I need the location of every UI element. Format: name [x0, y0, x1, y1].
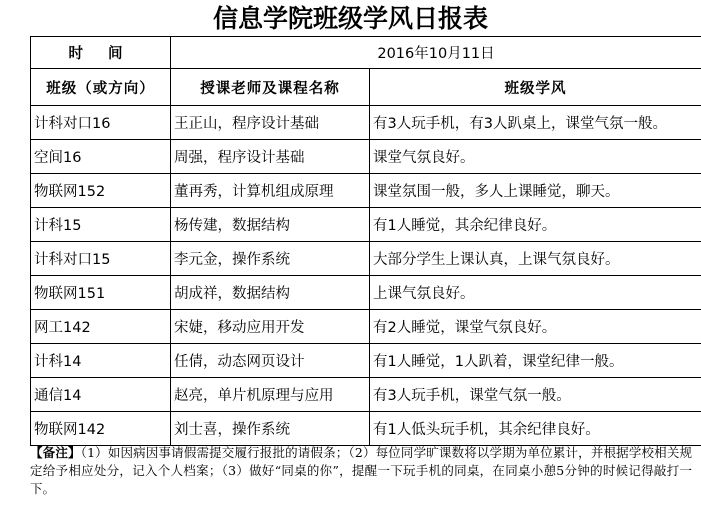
report-title: 信息学院班级学风日报表: [212, 4, 488, 33]
class-cell: 计科对口16: [31, 106, 171, 140]
teacher-course-cell: 宋婕，移动应用开发: [171, 310, 370, 344]
table-row: [31, 344, 701, 378]
class-cell: 计科15: [31, 208, 171, 242]
table-row: [31, 106, 701, 140]
header-row: [31, 69, 701, 106]
table-row: [31, 310, 701, 344]
class-cell: 通信14: [31, 378, 171, 412]
class-style-cell: 有1人低头玩手机，其余纪律良好。: [370, 412, 701, 446]
table-row: [31, 276, 701, 310]
class-style-cell: 有3人玩手机，有3人趴桌上，课堂气氛一般。: [370, 106, 701, 140]
teacher-course-cell: 任倩，动态网页设计: [171, 344, 370, 378]
teacher-course-cell: 王正山，程序设计基础: [171, 106, 370, 140]
teacher-course-cell: 胡成祥，数据结构: [171, 276, 370, 310]
class-cell: 空间16: [31, 140, 171, 174]
class-style-cell: 有3人玩手机，课堂气氛一般。: [370, 378, 701, 412]
remark-text: （1）如因病因事请假需提交履行报批的请假条；（2）每位同学旷课数将以学期为单位累计，并根据学校相关规定给予相应处分，记入个人档案；（3）做好“同桌的你”，提醒一下玩手机的同桌，在同桌小憩5分钟的时候记得敲打一下。: [30, 445, 692, 496]
report-table: [30, 36, 701, 446]
teacher-course-cell: 董再秀，计算机组成原理: [171, 174, 370, 208]
class-style-cell: 课堂气氛良好。: [370, 140, 701, 174]
teacher-course-cell: 刘士喜，操作系统: [171, 412, 370, 446]
time-row: [31, 37, 701, 69]
header-teacher-course: 授课老师及课程名称: [171, 69, 370, 106]
class-cell: 物联网142: [31, 412, 171, 446]
class-style-cell: 有1人睡觉，其余纪律良好。: [370, 208, 701, 242]
remark-label: 【备注】: [30, 445, 81, 460]
table-row: [31, 140, 701, 174]
table-body: [31, 106, 701, 446]
header-class: 班级（或方向）: [31, 69, 171, 106]
class-style-cell: 有2人睡觉，课堂气氛良好。: [370, 310, 701, 344]
table-row: [31, 378, 701, 412]
table-row: [31, 242, 701, 276]
teacher-course-cell: 李元金，操作系统: [171, 242, 370, 276]
table-row: [31, 208, 701, 242]
class-style-cell: 有1人睡觉，1人趴着，课堂纪律一般。: [370, 344, 701, 378]
class-cell: 网工142: [31, 310, 171, 344]
class-cell: 物联网152: [31, 174, 171, 208]
teacher-course-cell: 周强，程序设计基础: [171, 140, 370, 174]
class-cell: 计科14: [31, 344, 171, 378]
class-style-cell: 上课气氛良好。: [370, 276, 701, 310]
time-label: 时 间: [31, 37, 171, 69]
remark-note: [30, 444, 692, 498]
class-style-cell: 课堂氛围一般，多人上课睡觉，聊天。: [370, 174, 701, 208]
table-row: [31, 412, 701, 446]
class-style-cell: 大部分学生上课认真，上课气氛良好。: [370, 242, 701, 276]
report-date: 2016年10月11日: [171, 37, 701, 69]
table-row: [31, 174, 701, 208]
class-cell: 计科对口15: [31, 242, 171, 276]
teacher-course-cell: 赵亮，单片机原理与应用: [171, 378, 370, 412]
teacher-course-cell: 杨传建，数据结构: [171, 208, 370, 242]
class-cell: 物联网151: [31, 276, 171, 310]
header-class-style: 班级学风: [370, 69, 701, 106]
